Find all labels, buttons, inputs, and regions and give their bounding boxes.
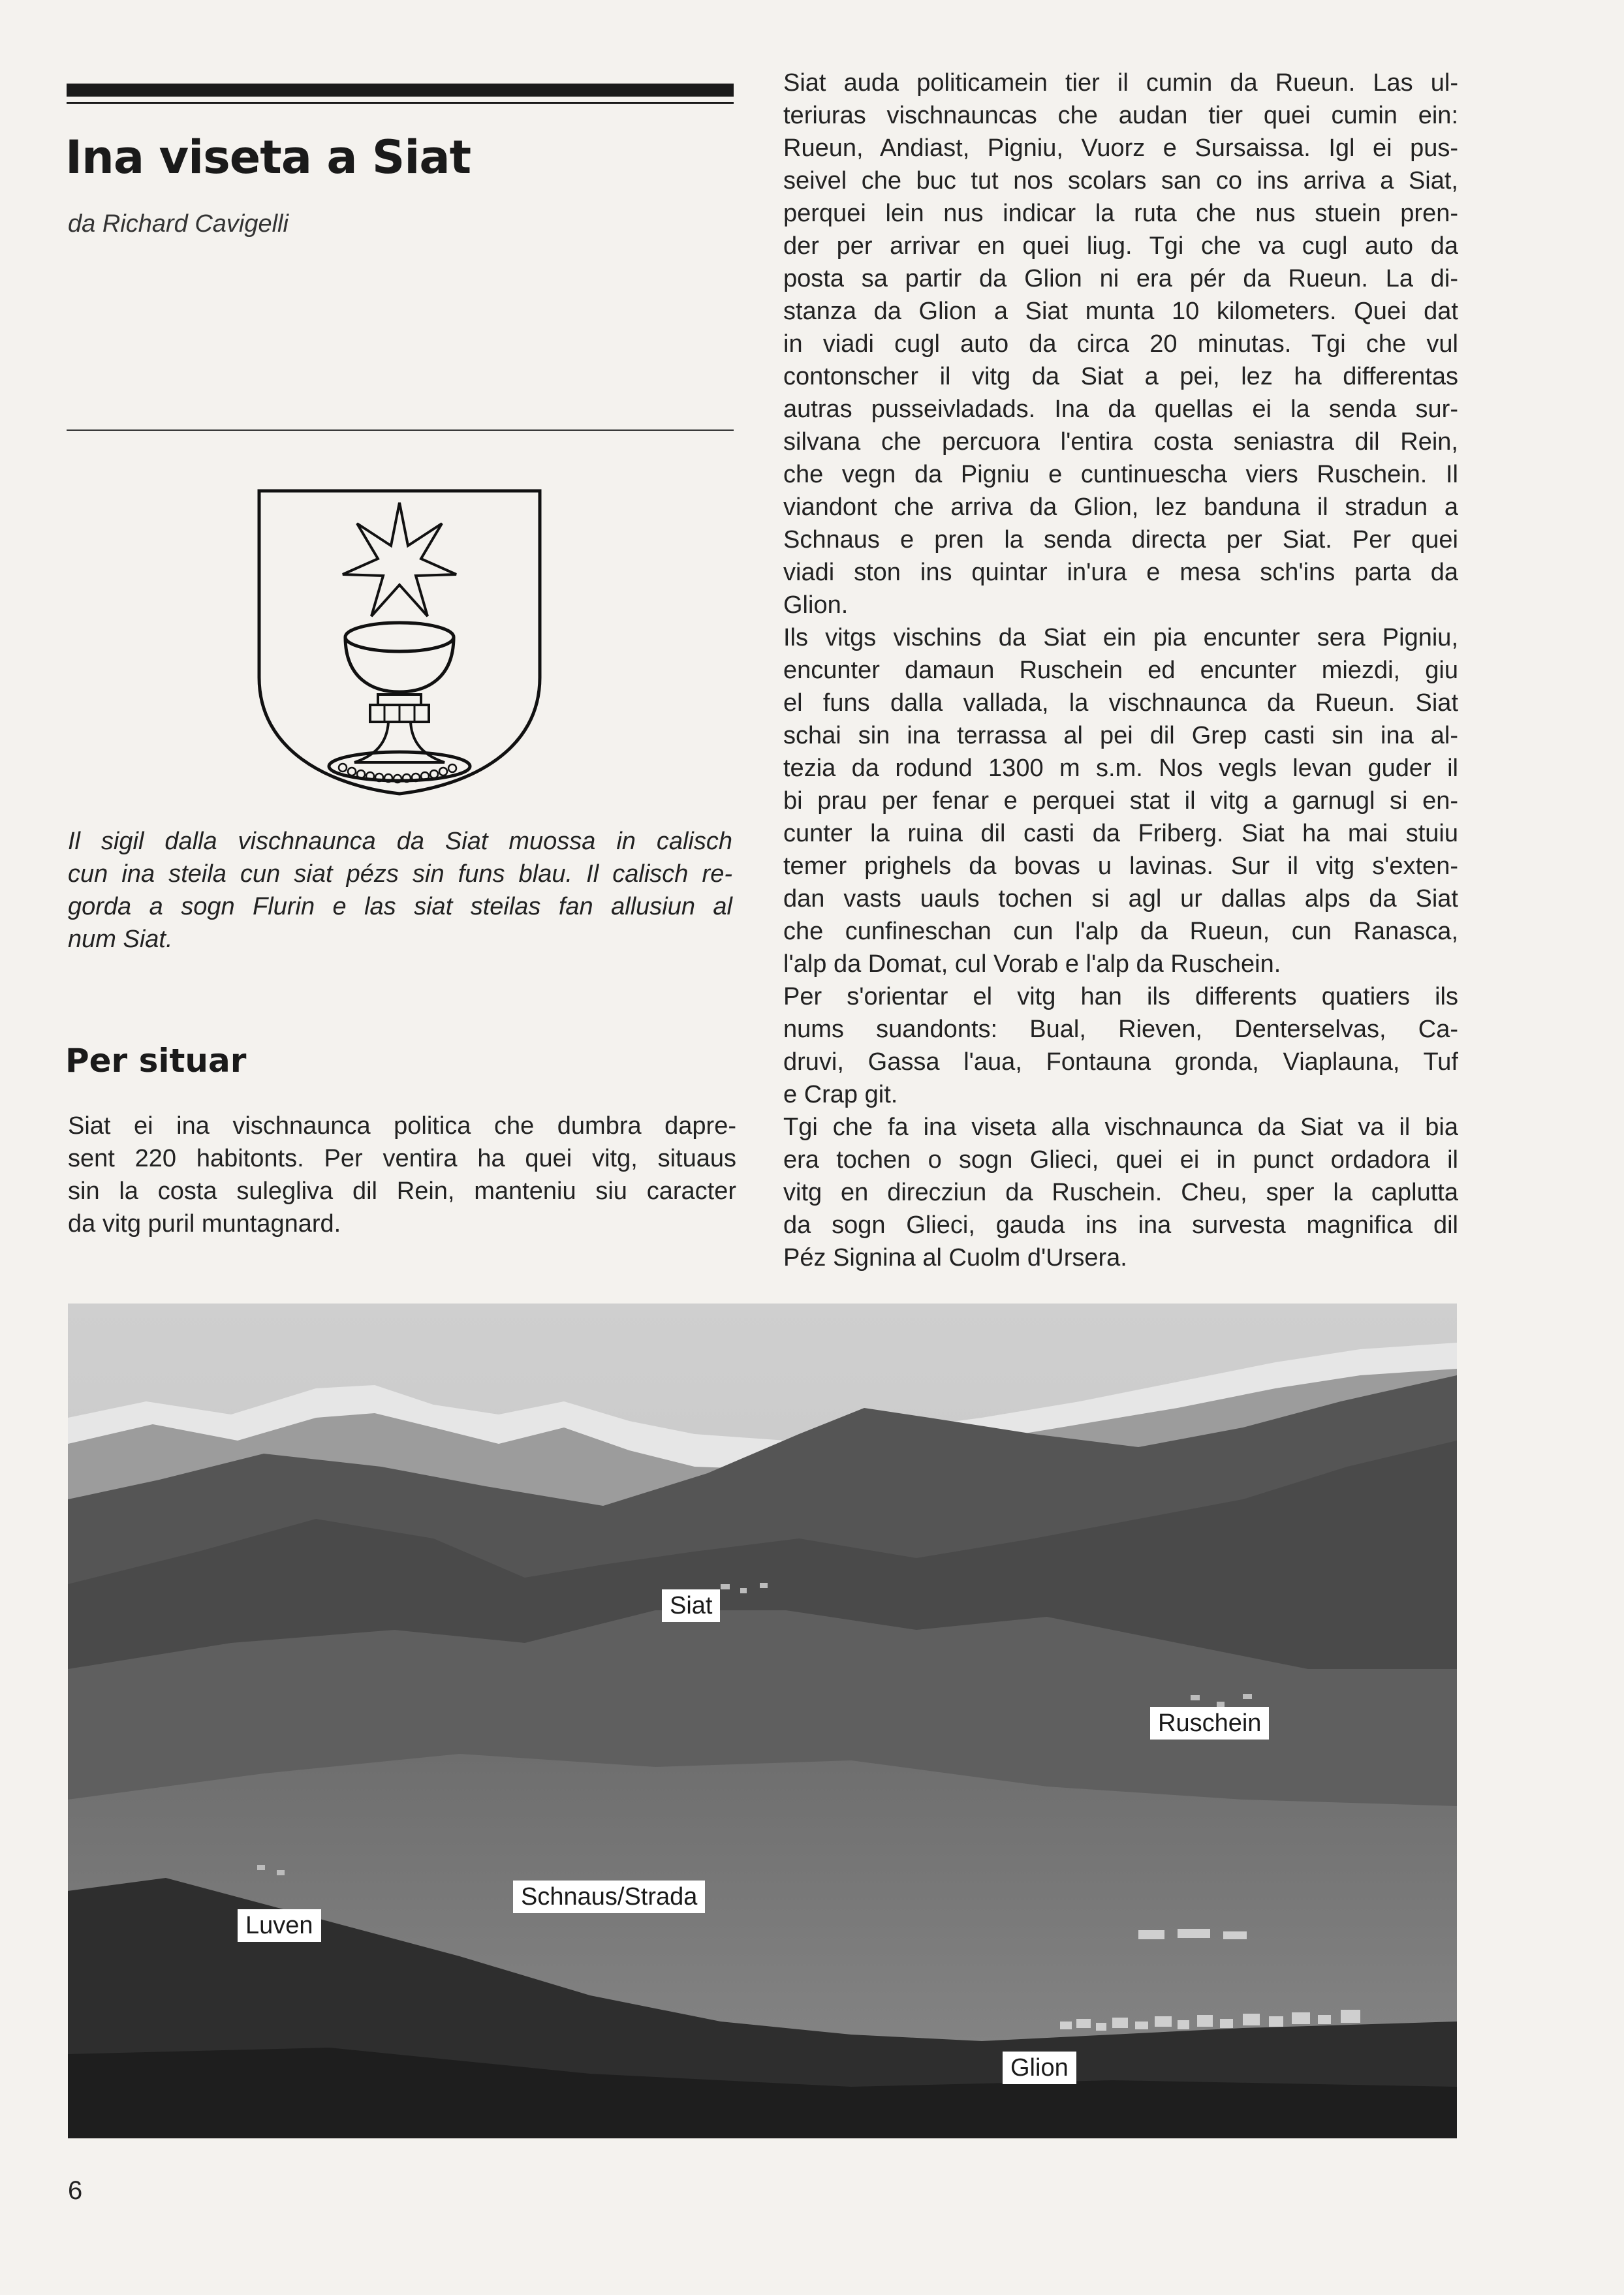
caption-line: Il sigil dalla vischnaunca da Siat muossa in calisch [68, 828, 732, 855]
right-column-line: da sogn Glieci, gauda ins ina survesta magnifica dil [783, 1211, 1458, 1239]
right-column-line: dan vasts uauls tochen si agl ur dallas alps da Siat [783, 885, 1458, 913]
section-heading: Per situar [65, 1042, 247, 1080]
right-column-line: cunter la ruina dil casti da Friberg. Siat ha mai stuiu [783, 820, 1458, 847]
right-column-line: seivel che buc tut nos scolars san co ins arriva a Siat, [783, 167, 1458, 195]
right-column-line: contonscher il vitg da Siat a pei, lez ha differentas [783, 363, 1458, 390]
right-column-line: l'alp da Domat, cul Vorab e l'alp da Ruschein. [783, 950, 1281, 978]
right-column-line: che vegn da Pigniu e cuntinuescha viers Ruschein. Il [783, 461, 1458, 488]
right-column-line: Péz Signina al Cuolm d'Ursera. [783, 1244, 1127, 1272]
section-divider [67, 429, 734, 431]
header-rule-thick [67, 84, 734, 97]
page-number: 6 [68, 2176, 83, 2205]
photo-label-glion: Glion [1003, 2052, 1076, 2084]
right-column-line: Siat auda politicamein tier il cumin da Rueun. Las ul- [783, 69, 1458, 97]
right-column-line: Tgi che fa ina viseta alla vischnaunca da Siat va il bia [783, 1114, 1458, 1141]
section-paragraph [68, 1110, 736, 1240]
photo-label-luven: Luven [238, 1909, 321, 1942]
right-column-text [783, 67, 1458, 1274]
caption-line: num Siat. [68, 926, 173, 953]
paragraph-line: Siat ei ina vischnaunca politica che dumbra dapre- [68, 1112, 736, 1140]
right-column-line: tezia da rodund 1300 m s.m. Nos vegls levan guder il [783, 755, 1458, 782]
right-column-line: druvi, Gassa l'aua, Fontauna gronda, Viaplauna, Tuf [783, 1048, 1458, 1076]
photo-label-ruschein: Ruschein [1150, 1707, 1269, 1740]
right-column-line: in viadi cugl auto da circa 20 minutas. Tgi che vul [783, 330, 1458, 358]
right-column-line: e Crap git. [783, 1081, 898, 1108]
right-column-line: schai sin ina terrassa al pei dil Grep casti sin ina al- [783, 722, 1458, 749]
right-column-line: perquei lein nus indicar la ruta che nus stuein pren- [783, 200, 1458, 227]
right-column-line: Per s'orientar el vitg han ils differents quatiers ils [783, 983, 1458, 1010]
right-column-line: viadi ston ins quintar in'ura e mesa sch'ins parta da [783, 559, 1458, 586]
right-column-line: Rueun, Andiast, Pigniu, Vuorz e Sursaissa. Igl ei pus- [783, 134, 1458, 162]
right-column-line: vitg en direcziun da Ruschein. Cheu, sper la caplutta [783, 1179, 1458, 1206]
right-column-line: silvana che percuora l'entira costa seniastra dil Rein, [783, 428, 1458, 456]
right-column-line: el funs dalla vallada, la vischnaunca da Rueun. Siat [783, 689, 1458, 717]
right-column-line: Ils vitgs vischins da Siat ein pia encunter sera Pigniu, [783, 624, 1458, 651]
right-column-line: Glion. [783, 591, 849, 619]
paragraph-line: da vitg puril muntagnard. [68, 1210, 341, 1238]
paragraph-line: sin la costa sulegliva dil Rein, manteniu siu caracter [68, 1178, 736, 1205]
caption-line: gorda a sogn Flurin e las siat steilas fan allusiun al [68, 893, 732, 920]
right-column-line: che cunfineschan cun l'alp da Rueun, cun Ranasca, [783, 918, 1458, 945]
article-byline: da Richard Cavigelli [68, 210, 289, 238]
right-column-line: viandont che arriva da Glion, lez banduna il stradun a [783, 493, 1458, 521]
photo-label-siat: Siat [662, 1589, 720, 1622]
paragraph-line: sent 220 habitonts. Per ventira ha quei vitg, situaus [68, 1145, 736, 1172]
crest-caption [68, 825, 732, 956]
right-column-line: stanza da Glion a Siat munta 10 kilometers. Quei dat [783, 298, 1458, 325]
right-column-line: encunter damaun Ruschein ed encunter miezdi, giu [783, 657, 1458, 684]
right-column-line: era tochen o sogn Glieci, quei ei in punct ordadora il [783, 1146, 1458, 1174]
right-column-line: nums suandonts: Bual, Rieven, Denterselvas, Ca- [783, 1016, 1458, 1043]
right-column-line: bi prau per fenar e perquei stat il vitg a garnugl si en- [783, 787, 1458, 815]
photo-label-schnaus-strada: Schnaus/Strada [513, 1881, 705, 1913]
header-rule-thin [67, 102, 734, 104]
landscape-photo [68, 1304, 1457, 2138]
coat-of-arms-chalice-star-icon [257, 488, 542, 796]
right-column-line: temer prighels da bovas u lavinas. Sur il vitg s'exten- [783, 852, 1458, 880]
right-column-line: posta sa partir da Glion ni era pér da Rueun. La di- [783, 265, 1458, 292]
caption-line: cun ina steila cun siat pézs sin funs blau. Il calisch re- [68, 860, 732, 888]
right-column-line: teriuras vischnauncas che audan tier quei cumin ein: [783, 102, 1458, 129]
right-column-line: autras pusseivladads. Ina da quellas ei la senda sur- [783, 396, 1458, 423]
right-column-line: Schnaus e pren la senda directa per Siat. Per quei [783, 526, 1458, 554]
article-title: Ina viseta a Siat [65, 131, 471, 184]
right-column-line: der per arrivar en quei liug. Tgi che va cugl auto da [783, 232, 1458, 260]
